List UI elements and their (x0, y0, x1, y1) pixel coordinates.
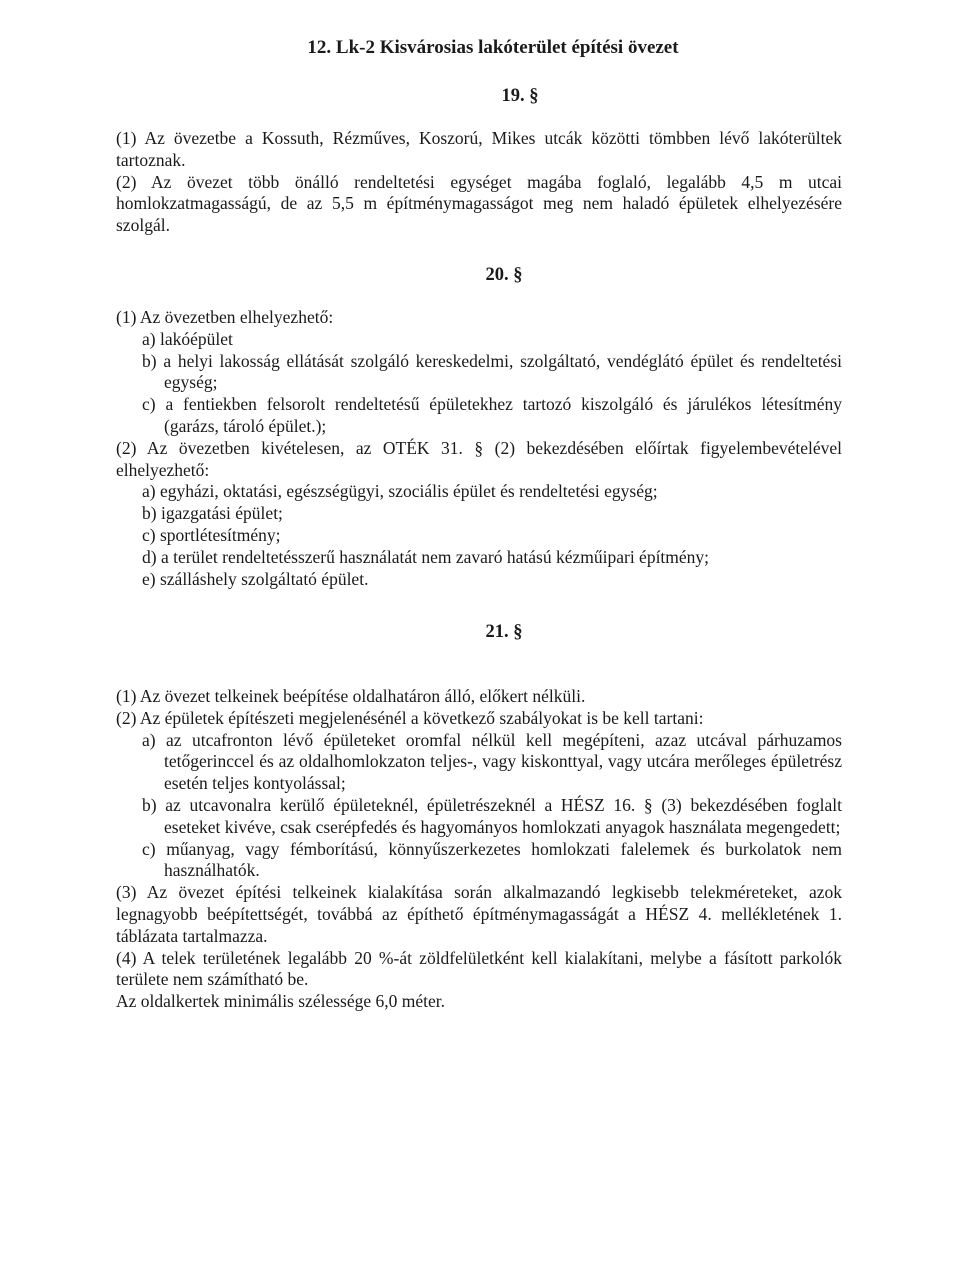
s20-item-a2: a) egyházi, oktatási, egészségügyi, szociális épület és rendeltetési egység; (142, 481, 658, 502)
s20-item-b2: b) igazgatási épület; (142, 503, 283, 524)
section-21-heading: 21. § (485, 622, 523, 642)
s20-item-a: a) lakóépület (142, 328, 233, 349)
s21-paragraph-4: (4) A telek területének legalább 20 %-át zöldfelületként kell kialakítani, melybe a fásított parkolók területe nem számítható be. (116, 947, 842, 990)
s20-paragraph-1: (1) Az övezetben elhelyezhető: (116, 307, 334, 327)
section-20-body (116, 307, 842, 590)
chapter-title: 12. Lk-2 Kisvárosias lakóterület építési övezet (307, 37, 679, 58)
s21-paragraph-2: (2) Az épületek építészeti megjelenésénél a következő szabályokat is be kell tartani: (116, 707, 704, 728)
s21-item-a: a) az utcafronton lévő épületeket oromfal nélkül kell megépíteni, azaz utcával párhuzamos tetőgerinccel és az oldalhomlokzaton teljes-, vagy kiskonttyal, vagy utcára merőleges épületrész esetén teljes kontyolással; (142, 729, 842, 794)
s20-item-b: b) a helyi lakosság ellátását szolgáló kereskedelmi, szolgáltató, vendéglátó épület és rendeltetési egység; (142, 350, 842, 393)
s20-paragraph-2: (2) Az övezetben kivételesen, az OTÉK 31. § (2) bekezdésében előírtak figyelembevételével elhelyezhető: (116, 437, 842, 480)
s21-paragraph-3: (3) Az övezet építési telkeinek kialakítása során alkalmazandó legkisebb telekméreteket, azok legnagyobb beépítettségét, továbbá az építhető építménymagasságát a HÉSZ 4. mellékletének 1. táblázata tartalmazza. (116, 882, 842, 946)
s21-item-c: c) műanyag, vagy fémborítású, könnyűszerkezetes homlokzati falelemek és burkolatok nem használhatók. (142, 838, 842, 881)
s21-paragraph-5: Az oldalkertek minimális szélessége 6,0 méter. (116, 991, 445, 1012)
s19-paragraph-2: (2) Az övezet több önálló rendeltetési egységet magába foglaló, legalább 4,5 m utcai homlokzatmagasságú, de az 5,5 m építménymagasságot meg nem haladó épületek elhelyezésére szolgál. (116, 171, 842, 236)
section-21-body (116, 686, 842, 1013)
s20-item-c: c) a fentiekben felsorolt rendeltetésű épületekhez tartozó kiszolgáló és járulékos létesítmény (garázs, tároló épület.); (142, 394, 842, 436)
s20-item-e2: e) szálláshely szolgáltató épület. (142, 568, 369, 589)
s19-paragraph-1: (1) Az övezetbe a Kossuth, Rézműves, Koszorú, Mikes utcák közötti tömbben lévő lakóterültek tartoznak. (116, 128, 842, 170)
s21-item-b: b) az utcavonalra kerülő épületeknél, épületrészeknél a HÉSZ 16. § (3) bekezdésében foglalt eseteket kivéve, csak cserépfedés és hagyományos homlokzati anyagok használata megengedett; (142, 794, 842, 837)
section-19-heading: 19. § (501, 86, 539, 106)
s21-paragraph-1: (1) Az övezet telkeinek beépítése oldalhatáron álló, előkert nélküli. (116, 686, 586, 706)
s20-item-d2: d) a terület rendeltetésszerű használatát nem zavaró hatású kézműipari építmény; (142, 546, 710, 567)
s20-item-c2: c) sportlétesítmény; (142, 524, 281, 545)
section-20-heading: 20. § (485, 265, 523, 285)
section-19-body (116, 128, 842, 237)
